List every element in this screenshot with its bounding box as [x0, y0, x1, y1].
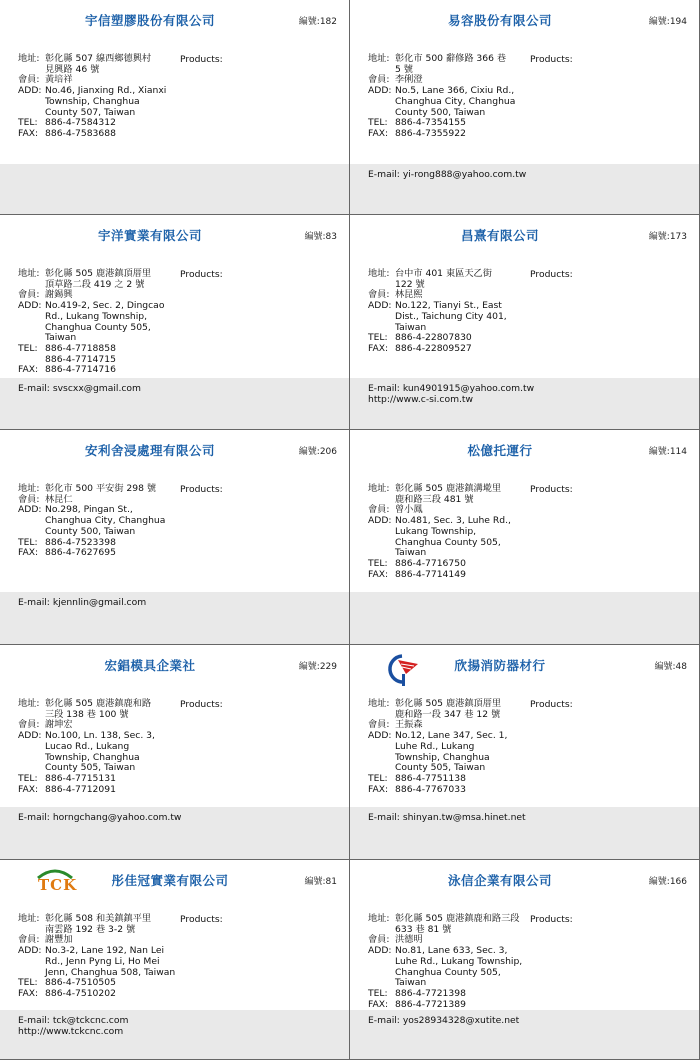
- products-label: Products:: [530, 54, 573, 65]
- address-en-line: No.46, Jianxing Rd., Xianxi: [45, 85, 167, 97]
- telephone-label: TEL:: [368, 987, 388, 999]
- member-line: 黃培祥: [45, 74, 73, 86]
- member-label: 會員:: [18, 934, 40, 946]
- website-link[interactable]: http://www.tckcnc.com: [18, 1026, 124, 1037]
- address-en-value: [45, 505, 178, 537]
- address-en-line: No.481, Sec. 3, Luhe Rd.,: [395, 515, 511, 527]
- contact-footer: [0, 164, 349, 214]
- contact-info: [18, 54, 178, 140]
- address-zh-line: 彰化市 500 辭修路 366 巷: [395, 53, 507, 64]
- address-en-line: Changhua City, Changhua: [45, 515, 166, 527]
- address-zh-value: [395, 269, 528, 290]
- member-label: 會員:: [368, 74, 390, 86]
- email-link[interactable]: E-mail: tck@tckcnc.com: [18, 1015, 129, 1026]
- fax-row: [18, 548, 178, 559]
- address-zh-line: 鹿和路三段 481 號: [395, 493, 474, 505]
- telephone-value: [45, 344, 178, 365]
- address-en-value: [395, 946, 528, 989]
- address-en-line: County 505, Taiwan: [395, 762, 486, 774]
- address-zh-label: 地址:: [368, 913, 390, 924]
- address-zh-label: 地址:: [368, 483, 390, 494]
- address-zh-label: 地址:: [18, 698, 40, 709]
- email-link[interactable]: E-mail: shinyan.tw@msa.hinet.net: [368, 812, 526, 823]
- address-en-line: Changhua County 505, Taiwan: [395, 966, 501, 989]
- member-line: 林昆仁: [45, 493, 73, 505]
- address-en-label: ADD:: [18, 730, 42, 742]
- company-name: 松億托運行: [467, 443, 533, 458]
- address-zh-label: 地址:: [18, 483, 40, 494]
- company-name: 易容股份有限公司: [447, 13, 552, 28]
- telephone-line: 886-4-7721398: [395, 987, 466, 999]
- fax-label: FAX:: [18, 783, 39, 795]
- fax-value: [395, 344, 528, 355]
- company-name: 宇信塑膠股份有限公司: [84, 13, 215, 28]
- company-card: [350, 215, 700, 430]
- address-zh-line: 彰化縣 507 線西鄉德興村: [45, 53, 152, 64]
- fax-line: 886-4-7767033: [395, 783, 466, 795]
- fax-value: [395, 785, 528, 796]
- address-zh-row: [368, 484, 528, 505]
- address-en-line: County 507, Taiwan: [45, 106, 136, 118]
- telephone-line: 886-4-7523398: [45, 536, 116, 548]
- address-en-line: No.81, Lane 633, Sec. 3,: [395, 945, 508, 957]
- telephone-line: 886-4-7714715: [45, 353, 116, 365]
- member-code: 編號:81: [304, 877, 337, 887]
- products-label: Products:: [530, 484, 573, 495]
- company-card: [350, 860, 700, 1060]
- address-zh-label: 地址:: [368, 698, 390, 709]
- member-label: 會員:: [368, 289, 390, 301]
- fax-label: FAX:: [368, 783, 389, 795]
- address-en-line: No.122, Tianyi St., East: [395, 300, 502, 312]
- contact-footer: [350, 1010, 699, 1059]
- address-zh-row: [18, 484, 178, 495]
- address-zh-line: 三段 138 巷 100 號: [45, 708, 129, 720]
- email-link[interactable]: E-mail: yos28934328@xutite.net: [368, 1015, 520, 1026]
- fax-value: [45, 365, 178, 376]
- telephone-line: 886-4-7718858: [45, 342, 116, 354]
- address-zh-value: [395, 484, 528, 505]
- contact-info: [368, 484, 528, 580]
- address-zh-line: 633 巷 81 號: [395, 923, 452, 935]
- address-en-row: [368, 946, 528, 989]
- address-en-line: Changhua City, Changhua: [395, 95, 516, 107]
- address-zh-label: 地址:: [18, 53, 40, 64]
- address-zh-line: 台中市 401 東區天乙街: [395, 268, 492, 279]
- telephone-label: TEL:: [18, 772, 38, 784]
- address-zh-row: [368, 269, 528, 290]
- company-card: [350, 430, 700, 645]
- company-card: [0, 645, 350, 860]
- fax-row: [368, 344, 528, 355]
- fax-value: [45, 785, 178, 796]
- address-en-row: [368, 516, 528, 559]
- address-en-line: Township, Changhua: [45, 751, 140, 763]
- fax-row: [368, 129, 528, 140]
- member-code: 編號:229: [298, 662, 337, 672]
- tck-logo-text: TCK: [38, 876, 78, 894]
- fax-row: [18, 989, 178, 1000]
- website-link[interactable]: http://www.c-si.com.tw: [368, 394, 474, 405]
- address-en-line: Rd., Jenn Pyng Li, Ho Mei: [45, 955, 160, 967]
- company-card: [350, 645, 700, 860]
- member-label: 會員:: [18, 493, 40, 505]
- address-en-line: Township, Changhua: [45, 95, 140, 107]
- address-en-value: [395, 731, 528, 774]
- telephone-line: 886-4-7716750: [395, 557, 466, 569]
- fax-line: 886-4-7714716: [45, 364, 116, 376]
- member-line: 王振森: [395, 719, 423, 731]
- address-en-label: ADD:: [18, 300, 42, 312]
- fax-row: [18, 785, 178, 796]
- fax-row: [368, 1000, 528, 1011]
- address-en-label: ADD:: [18, 85, 42, 97]
- company-name: 安利舍浸處理有限公司: [84, 443, 215, 458]
- address-en-line: Changhua County 505, Taiwan: [45, 321, 151, 344]
- member-line: 謝坤宏: [45, 719, 73, 731]
- contact-footer: [350, 378, 699, 429]
- address-en-row: [18, 301, 178, 344]
- address-zh-row: [18, 269, 178, 290]
- telephone-line: 886-4-7510505: [45, 977, 116, 989]
- address-en-row: [368, 301, 528, 333]
- address-en-line: Changhua County 505,: [395, 536, 501, 548]
- fax-row: [18, 365, 178, 376]
- products-label: Products:: [180, 699, 223, 710]
- company-card: [350, 0, 700, 215]
- fax-line: 886-4-7712091: [45, 783, 116, 795]
- telephone-line: 886-4-7584312: [45, 117, 116, 129]
- fax-label: FAX:: [368, 127, 389, 139]
- member-line: 李俐澄: [395, 74, 423, 86]
- member-label: 會員:: [368, 934, 390, 946]
- telephone-line: 886-4-22807830: [395, 332, 472, 344]
- fax-line: 886-4-7510202: [45, 987, 116, 999]
- address-zh-row: [368, 699, 528, 720]
- address-en-line: No.5, Lane 366, Cixiu Rd.,: [395, 85, 515, 97]
- contact-footer: [350, 807, 699, 859]
- address-en-line: No.12, Lane 347, Sec. 1,: [395, 730, 508, 742]
- member-line: 洪德明: [395, 934, 423, 946]
- fax-line: 886-4-7355922: [395, 127, 466, 139]
- contact-info: [18, 484, 178, 559]
- contact-info: [18, 914, 178, 1000]
- fax-label: FAX:: [368, 998, 389, 1010]
- member-line: 曾小鳳: [395, 504, 423, 516]
- address-en-line: No.298, Pingan St.,: [45, 504, 133, 516]
- member-label: 會員:: [18, 289, 40, 301]
- contact-footer: [0, 592, 349, 644]
- address-zh-line: 彰化縣 505 鹿港鎮鹿和路三段: [395, 913, 520, 924]
- member-code: 編號:194: [648, 17, 687, 27]
- member-code: 編號:173: [648, 232, 687, 242]
- company-name: 泳信企業有限公司: [447, 873, 552, 888]
- address-en-row: [18, 946, 178, 978]
- products-label: Products:: [530, 699, 573, 710]
- contact-info: [368, 269, 528, 355]
- address-en-line: No.419-2, Sec. 2, Dingcao: [45, 300, 165, 312]
- fax-label: FAX:: [18, 364, 39, 376]
- telephone-line: 886-4-7354155: [395, 117, 466, 129]
- member-code: 編號:83: [304, 232, 337, 242]
- email-link[interactable]: E-mail: yi-rong888@yahoo.com.tw: [368, 169, 527, 180]
- fax-value: [395, 1000, 528, 1011]
- address-en-row: [18, 86, 178, 118]
- contact-info: [18, 699, 178, 795]
- address-en-line: County 500, Taiwan: [395, 106, 486, 118]
- address-en-line: No.100, Ln. 138, Sec. 3,: [45, 730, 155, 742]
- address-en-line: County 505, Taiwan: [45, 762, 136, 774]
- address-en-value: [395, 516, 528, 559]
- member-label: 會員:: [368, 719, 390, 731]
- tck-logo: [34, 866, 76, 896]
- address-en-line: Lucao Rd., Lukang: [45, 740, 130, 752]
- address-zh-label: 地址:: [18, 268, 40, 279]
- fax-label: FAX:: [368, 568, 389, 580]
- address-zh-value: [395, 54, 528, 75]
- products-label: Products:: [180, 914, 223, 925]
- email-link[interactable]: E-mail: kun4901915@yahoo.com.tw: [368, 383, 535, 394]
- address-en-line: Lukang Township,: [395, 525, 477, 537]
- member-label: 會員:: [18, 74, 40, 86]
- fax-value: [395, 129, 528, 140]
- telephone-label: TEL:: [18, 117, 38, 129]
- address-zh-label: 地址:: [368, 268, 390, 279]
- address-en-value: [45, 731, 178, 774]
- products-label: Products:: [530, 914, 573, 925]
- fax-label: FAX:: [18, 127, 39, 139]
- contact-info: [368, 914, 528, 1010]
- email-link[interactable]: E-mail: svscxx@gmail.com: [18, 383, 142, 394]
- address-zh-line: 頂草路二段 419 之 2 號: [45, 278, 145, 290]
- address-en-label: ADD:: [368, 515, 392, 527]
- telephone-label: TEL:: [368, 117, 388, 129]
- address-en-row: [18, 731, 178, 774]
- company-name: 宇洋實業有限公司: [97, 228, 202, 243]
- contact-footer: [0, 1010, 349, 1059]
- fax-line: 886-4-7583688: [45, 127, 116, 139]
- email-link[interactable]: E-mail: kjennlin@gmail.com: [18, 597, 147, 608]
- fax-line: 886-4-22809527: [395, 342, 472, 354]
- address-en-line: Dist., Taichung City 401,: [395, 310, 507, 322]
- address-en-line: Township, Changhua: [395, 751, 490, 763]
- company-name: 昌熹有限公司: [460, 228, 539, 243]
- member-code: 編號:182: [298, 17, 337, 27]
- address-en-label: ADD:: [18, 945, 42, 957]
- address-zh-value: [45, 54, 178, 75]
- member-label: 會員:: [18, 719, 40, 731]
- address-en-line: Taiwan: [395, 547, 427, 559]
- contact-footer: [0, 378, 349, 429]
- address-en-row: [368, 86, 528, 118]
- address-zh-line: 彰化縣 508 和美鎮鎮平里: [45, 913, 152, 924]
- address-en-row: [18, 505, 178, 537]
- telephone-line: 886-4-7751138: [395, 772, 466, 784]
- products-label: Products:: [180, 484, 223, 495]
- address-zh-line: 鹿和路一段 347 巷 12 號: [395, 708, 501, 720]
- fax-label: FAX:: [18, 987, 39, 999]
- address-en-value: [45, 86, 178, 118]
- address-zh-row: [18, 699, 178, 720]
- company-name: 欣揚消防器材行: [454, 658, 546, 673]
- address-en-line: Rd., Lukang Township,: [45, 310, 148, 322]
- address-en-label: ADD:: [368, 730, 392, 742]
- fax-value: [45, 989, 178, 1000]
- address-en-label: ADD:: [368, 300, 392, 312]
- address-en-line: Luhe Rd., Lukang Township,: [395, 955, 523, 967]
- address-en-value: [395, 86, 528, 118]
- address-en-line: County 500, Taiwan: [45, 525, 136, 537]
- address-en-row: [368, 731, 528, 774]
- fax-label: FAX:: [368, 342, 389, 354]
- email-link[interactable]: E-mail: horngchang@yahoo.com.tw: [18, 812, 182, 823]
- address-en-line: Jenn, Changhua 508, Taiwan: [45, 966, 176, 978]
- telephone-label: TEL:: [368, 557, 388, 569]
- fax-row: [18, 129, 178, 140]
- address-en-label: ADD:: [368, 945, 392, 957]
- telephone-label: TEL:: [368, 772, 388, 784]
- address-zh-value: [45, 914, 178, 935]
- fax-row: [368, 785, 528, 796]
- fax-line: 886-4-7721389: [395, 998, 466, 1010]
- telephone-label: TEL:: [18, 536, 38, 548]
- address-zh-line: 見興路 46 號: [45, 63, 100, 75]
- address-en-value: [45, 301, 178, 344]
- address-zh-line: 彰化縣 505 鹿港鎮鹿和路: [45, 698, 152, 709]
- address-en-label: ADD:: [368, 85, 392, 97]
- fax-value: [45, 129, 178, 140]
- address-zh-label: 地址:: [368, 53, 390, 64]
- telephone-label: TEL:: [18, 342, 38, 354]
- address-zh-value: [395, 914, 528, 935]
- address-zh-line: 彰化縣 505 鹿港鎮溝墘里: [395, 483, 502, 494]
- address-en-label: ADD:: [18, 504, 42, 516]
- company-card: [0, 0, 350, 215]
- fax-line: 886-4-7714149: [395, 568, 466, 580]
- products-label: Products:: [180, 54, 223, 65]
- products-label: Products:: [180, 269, 223, 280]
- member-code: 編號:166: [648, 877, 687, 887]
- address-en-value: [45, 946, 178, 978]
- address-zh-line: 南雲路 192 巷 3-2 號: [45, 923, 136, 935]
- company-card: [0, 215, 350, 430]
- fax-row: [368, 570, 528, 581]
- address-zh-row: [18, 54, 178, 75]
- company-card: [0, 860, 350, 1060]
- address-zh-value: [395, 699, 528, 720]
- company-card: [0, 430, 350, 645]
- contact-footer: [350, 164, 699, 214]
- fax-label: FAX:: [18, 547, 39, 559]
- address-zh-line: 5 號: [395, 63, 413, 75]
- fire-equipment-logo: [384, 650, 424, 688]
- member-code: 編號:114: [648, 447, 687, 457]
- company-name: 彤佳冠實業有限公司: [111, 873, 229, 888]
- fax-line: 886-4-7627695: [45, 547, 116, 559]
- address-zh-line: 122 號: [395, 278, 425, 290]
- address-zh-row: [368, 914, 528, 935]
- telephone-line: 886-4-7715131: [45, 772, 116, 784]
- address-zh-line: 彰化縣 505 鹿港鎮頂厝里: [45, 268, 152, 279]
- contact-info: [368, 699, 528, 795]
- address-zh-label: 地址:: [18, 913, 40, 924]
- address-en-line: Taiwan: [395, 321, 427, 333]
- address-zh-row: [368, 54, 528, 75]
- member-line: 林昆熙: [395, 289, 423, 301]
- telephone-label: TEL:: [18, 977, 38, 989]
- contact-footer: [350, 592, 699, 644]
- member-code: 編號:206: [298, 447, 337, 457]
- contact-footer: [0, 807, 349, 859]
- telephone-row: [18, 344, 178, 365]
- member-code: 編號:48: [654, 662, 687, 672]
- telephone-label: TEL:: [368, 332, 388, 344]
- address-zh-value: [45, 699, 178, 720]
- address-zh-line: 彰化縣 505 鹿港鎮頂厝里: [395, 698, 502, 709]
- fax-value: [45, 548, 178, 559]
- address-en-line: Luhe Rd., Lukang: [395, 740, 475, 752]
- contact-info: [18, 269, 178, 376]
- member-label: 會員:: [368, 504, 390, 516]
- address-zh-line: 彰化市 500 平安街 298 號: [45, 483, 157, 494]
- member-line: 謝豐加: [45, 934, 73, 946]
- address-zh-value: [45, 269, 178, 290]
- address-zh-row: [18, 914, 178, 935]
- products-label: Products:: [530, 269, 573, 280]
- address-en-value: [395, 301, 528, 333]
- address-en-line: No.3-2, Lane 192, Nan Lei: [45, 945, 165, 957]
- member-line: 謝錫興: [45, 289, 73, 301]
- fax-value: [395, 570, 528, 581]
- contact-info: [368, 54, 528, 140]
- company-name: 宏錩模具企業社: [104, 658, 196, 673]
